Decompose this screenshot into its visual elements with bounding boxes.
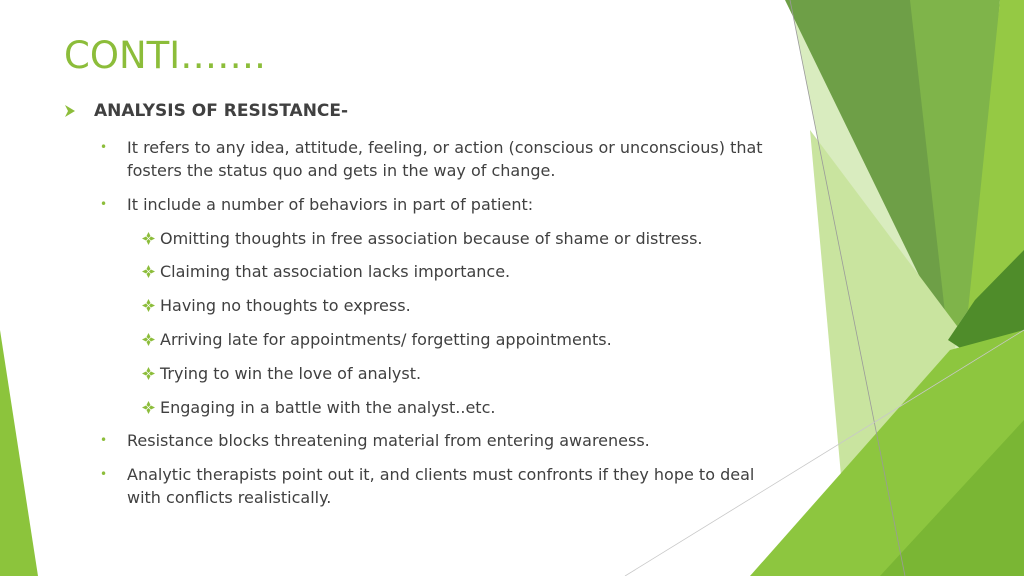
bullet-dot-icon: • xyxy=(100,197,108,211)
bullet-text: It include a number of behaviors in part of patient: xyxy=(127,195,534,214)
diamond-bullet-icon xyxy=(142,299,155,312)
diamond-bullet-icon xyxy=(142,401,155,414)
sub-bullet-text: Claiming that association lacks importance. xyxy=(160,262,511,281)
sub-bullet-text: Having no thoughts to express. xyxy=(160,296,411,315)
arrow-bullet-icon xyxy=(64,104,76,118)
diamond-bullet-icon xyxy=(142,333,155,346)
diamond-bullet-icon xyxy=(142,265,155,278)
bullet-dot-icon: • xyxy=(100,433,108,447)
slide-title: CONTI……. xyxy=(64,34,266,77)
sub-bullet-text: Trying to win the love of analyst. xyxy=(160,364,422,383)
bullet-dot-icon: • xyxy=(100,140,108,154)
bullet-text: Resistance blocks threatening material from entering awareness. xyxy=(127,431,650,450)
sub-bullet-text: Arriving late for appointments/ forgetting appointments. xyxy=(160,330,612,349)
bullet-dot-icon: • xyxy=(100,467,108,481)
bullet-text: It refers to any idea, attitude, feeling, or action (conscious or unconscious) that fosters the status quo and gets in the way of change. xyxy=(127,138,763,180)
diamond-bullet-icon xyxy=(142,367,155,380)
sub-bullet-text: Omitting thoughts in free association because of shame or distress. xyxy=(160,229,703,248)
left-edge-facet xyxy=(0,330,38,576)
bullet-text: Analytic therapists point out it, and clients must confronts if they hope to deal with conflicts realistically. xyxy=(127,465,755,507)
section-heading: ANALYSIS OF RESISTANCE- xyxy=(94,101,349,121)
sub-bullet-text: Engaging in a battle with the analyst..etc. xyxy=(160,398,496,417)
diamond-bullet-icon xyxy=(142,232,155,245)
